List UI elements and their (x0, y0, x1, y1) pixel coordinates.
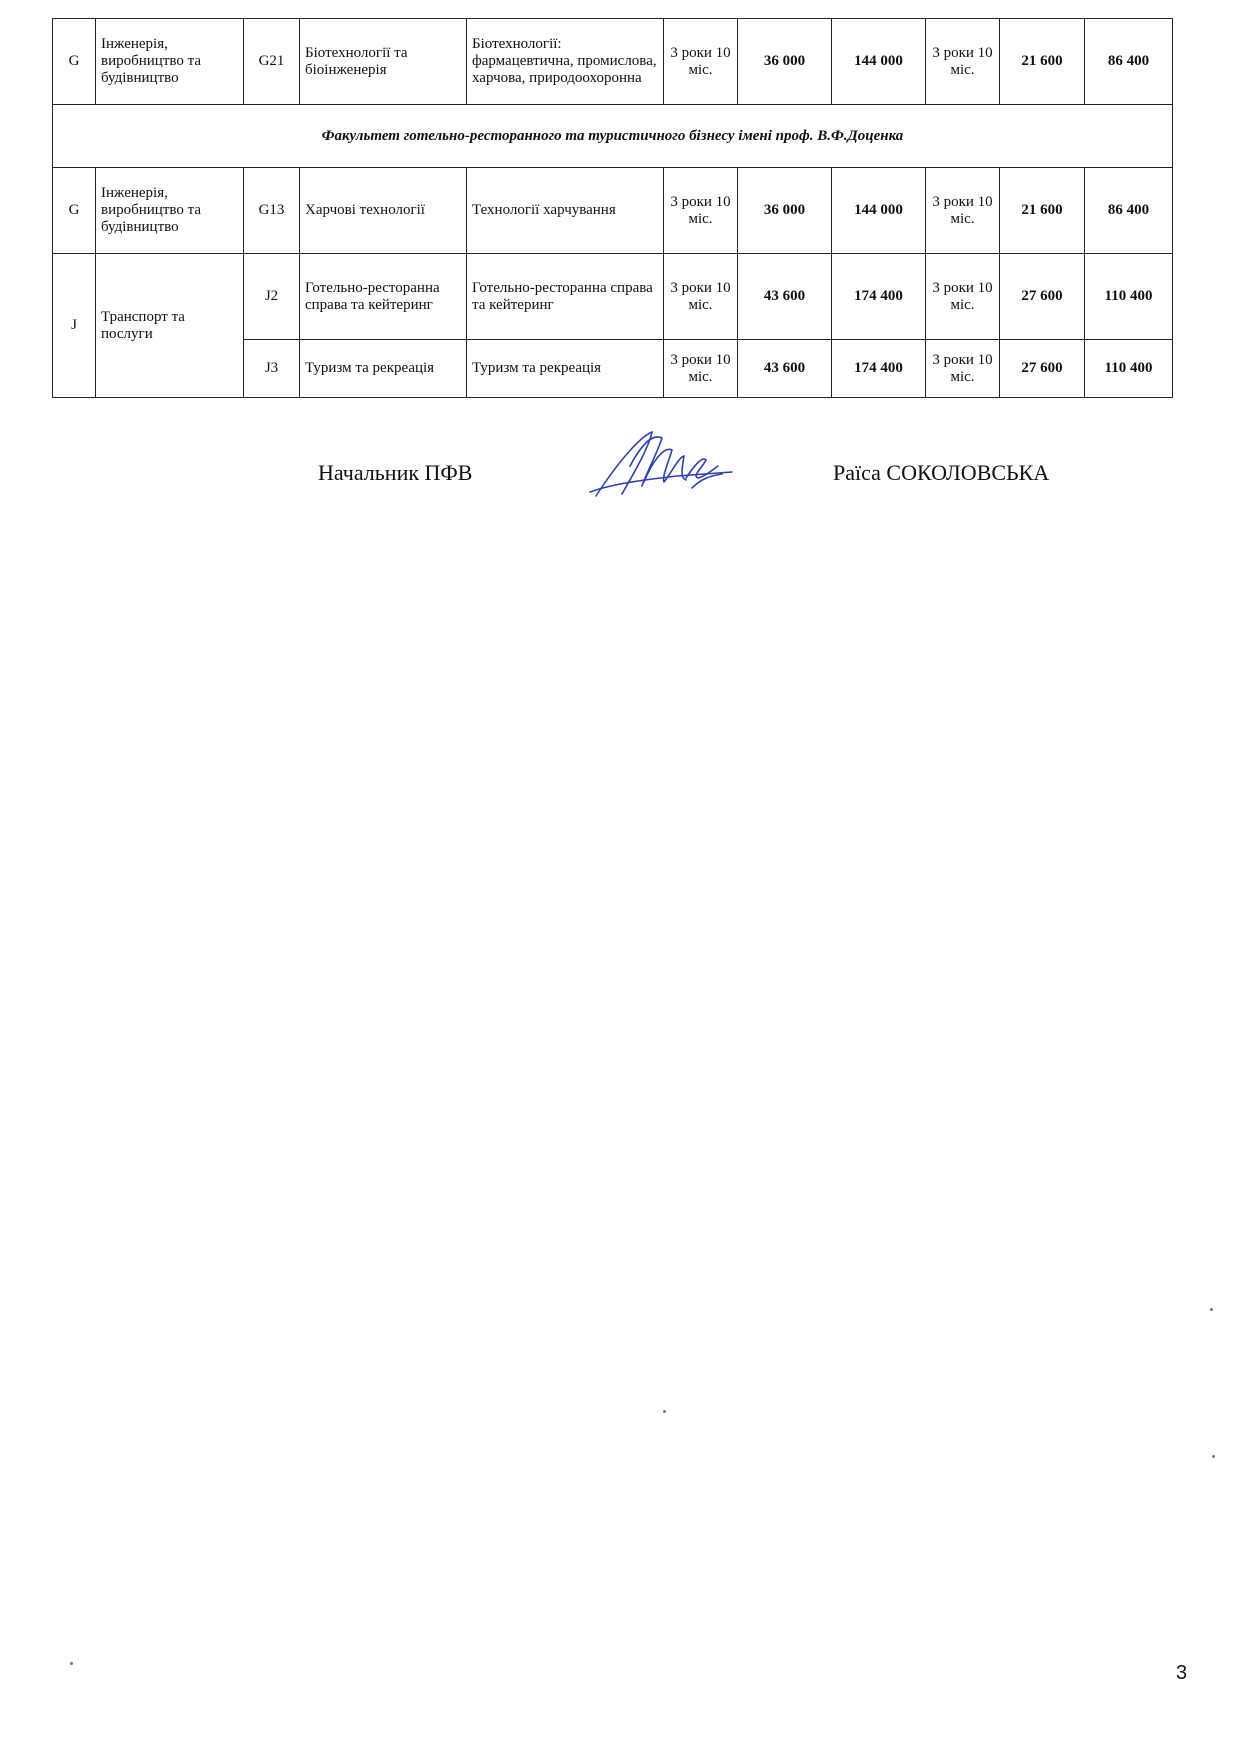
fee-total: 174 400 (832, 254, 926, 340)
faculty-header-row (53, 105, 1173, 168)
area-name: Інженерія, виробництво та будівництво (96, 19, 244, 105)
study-term: 3 роки 10 міс. (926, 168, 1000, 254)
study-term: 3 роки 10 міс. (926, 19, 1000, 105)
scan-speck (70, 1662, 73, 1665)
program-name: Готельно-ресторанна справа та кейтеринг (467, 254, 664, 340)
area-code: G (53, 19, 96, 105)
table-row (53, 19, 1173, 105)
study-term: 3 роки 10 міс. (926, 340, 1000, 398)
study-term: 3 роки 10 міс. (664, 19, 738, 105)
program-name: Біотехнології: фармацевтична, промислова, харчова, природоохоронна (467, 19, 664, 105)
fee-per-year: 27 600 (1000, 254, 1085, 340)
study-term: 3 роки 10 міс. (926, 254, 1000, 340)
spec-name: Харчові технології (300, 168, 467, 254)
fee-total: 86 400 (1085, 168, 1173, 254)
program-name: Туризм та рекреація (467, 340, 664, 398)
area-code: G (53, 168, 96, 254)
table-row (53, 254, 1173, 340)
page-number: 3 (1176, 1662, 1188, 1684)
spec-code: J2 (244, 254, 300, 340)
fee-per-year: 27 600 (1000, 340, 1085, 398)
fee-per-year: 43 600 (738, 340, 832, 398)
study-term: 3 роки 10 міс. (664, 168, 738, 254)
fees-table (52, 18, 1173, 398)
faculty-title: Факультет готельно-ресторанного та туристичного бізнесу імені проф. В.Ф.Доценка (53, 105, 1173, 168)
fee-per-year: 21 600 (1000, 19, 1085, 105)
spec-name: Біотехнології та біоінженерія (300, 19, 467, 105)
fee-total: 144 000 (832, 19, 926, 105)
program-name: Технології харчування (467, 168, 664, 254)
fee-per-year: 21 600 (1000, 168, 1085, 254)
fee-total: 144 000 (832, 168, 926, 254)
handwritten-signature (582, 426, 742, 506)
scan-speck (1210, 1308, 1213, 1311)
fee-total: 174 400 (832, 340, 926, 398)
scan-speck (1212, 1455, 1215, 1458)
fee-per-year: 36 000 (738, 168, 832, 254)
fee-per-year: 43 600 (738, 254, 832, 340)
study-term: 3 роки 10 міс. (664, 340, 738, 398)
fee-total: 86 400 (1085, 19, 1173, 105)
spec-code: J3 (244, 340, 300, 398)
area-name: Інженерія, виробництво та будівництво (96, 168, 244, 254)
spec-code: G21 (244, 19, 300, 105)
fee-per-year: 36 000 (738, 19, 832, 105)
area-code: J (53, 254, 96, 398)
table-row (53, 168, 1173, 254)
spec-name: Готельно-ресторанна справа та кейтеринг (300, 254, 467, 340)
signatory-position: Начальник ПФВ (318, 460, 473, 485)
fee-total: 110 400 (1085, 254, 1173, 340)
area-name: Транспорт та послуги (96, 254, 244, 398)
fee-total: 110 400 (1085, 340, 1173, 398)
scan-speck (663, 1410, 666, 1413)
spec-name: Туризм та рекреація (300, 340, 467, 398)
signatory-name: Раїса СОКОЛОВСЬКА (833, 460, 1050, 485)
study-term: 3 роки 10 міс. (664, 254, 738, 340)
spec-code: G13 (244, 168, 300, 254)
